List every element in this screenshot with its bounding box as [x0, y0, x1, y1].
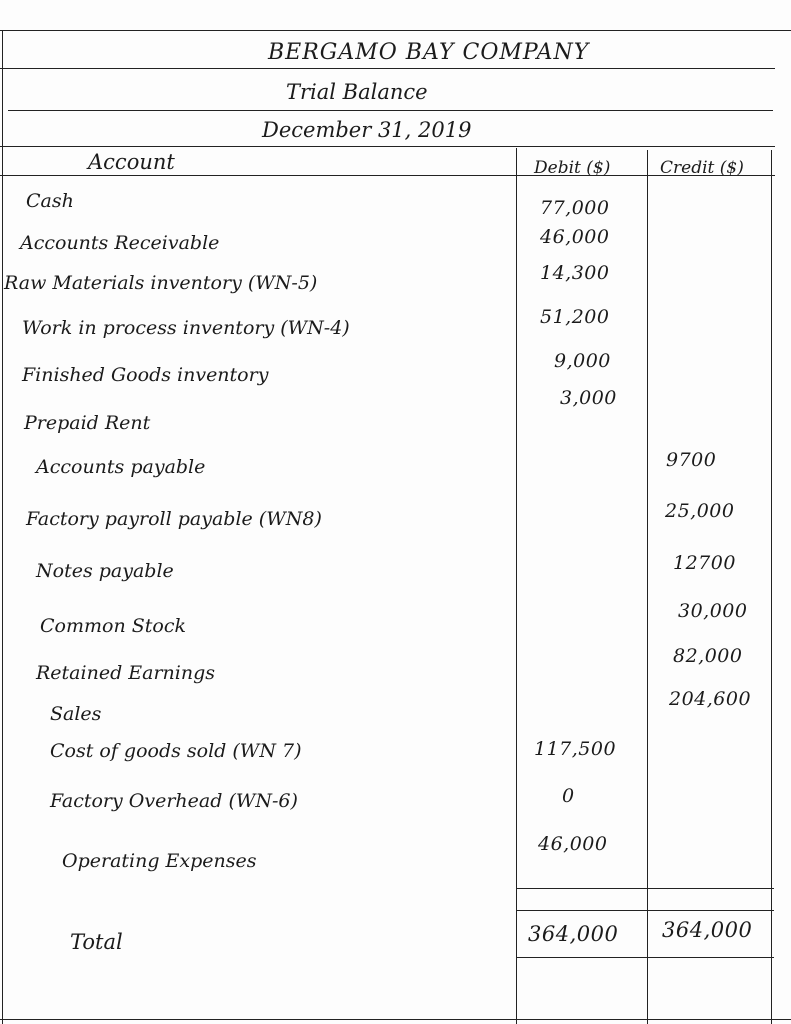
credit-amount: 30,000 — [678, 600, 748, 622]
debit-column-divider — [516, 148, 517, 1024]
account-label: Raw Materials inventory (WN-5) — [4, 272, 318, 294]
debit-amount: 3,000 — [560, 387, 617, 409]
account-label: Factory Overhead (WN-6) — [50, 790, 298, 812]
debit-amount: 51,200 — [540, 306, 610, 328]
statement-title: Trial Balance — [286, 80, 428, 104]
account-label: Cash — [26, 190, 74, 212]
account-label: Operating Expenses — [62, 850, 257, 872]
total-rule-lower — [516, 957, 774, 958]
total-label: Total — [70, 930, 123, 954]
credit-amount: 9700 — [666, 449, 717, 471]
credit-column-divider — [647, 150, 648, 1024]
company-underline — [0, 68, 775, 69]
credit-amount: 204,600 — [669, 688, 752, 710]
account-label: Common Stock — [40, 615, 186, 637]
account-label: Retained Earnings — [36, 662, 216, 684]
total-credit: 364,000 — [662, 918, 753, 942]
account-label: Work in process inventory (WN-4) — [22, 317, 350, 339]
title-underline — [8, 110, 773, 111]
statement-date: December 31, 2019 — [262, 118, 472, 142]
bottom-rule — [0, 1019, 791, 1020]
account-label: Prepaid Rent — [24, 412, 151, 434]
credit-amount: 12700 — [673, 552, 736, 574]
top-rule — [0, 30, 791, 31]
left-border — [2, 30, 3, 1024]
debit-amount: 46,000 — [540, 226, 610, 248]
total-debit: 364,000 — [528, 922, 619, 946]
debit-amount: 117,500 — [534, 738, 617, 760]
company-name: BERGAMO BAY COMPANY — [268, 40, 590, 65]
debit-amount: 14,300 — [540, 262, 610, 284]
debit-amount: 46,000 — [538, 833, 608, 855]
debit-amount: 77,000 — [540, 197, 610, 219]
date-underline — [0, 146, 775, 147]
account-label: Notes payable — [36, 560, 174, 582]
total-rule-upper — [516, 888, 774, 889]
account-column-heading: Account — [88, 150, 175, 174]
credit-amount: 25,000 — [665, 500, 735, 522]
debit-column-heading: Debit ($) — [534, 158, 611, 178]
total-rule-mid — [516, 910, 774, 911]
account-label: Sales — [50, 703, 102, 725]
account-label: Cost of goods sold (WN 7) — [50, 740, 302, 762]
account-label: Finished Goods inventory — [22, 364, 269, 386]
account-label: Accounts payable — [36, 456, 206, 478]
credit-amount: 82,000 — [673, 645, 743, 667]
account-label: Accounts Receivable — [20, 232, 220, 254]
debit-amount: 9,000 — [554, 350, 611, 372]
account-label: Factory payroll payable (WN8) — [26, 508, 322, 530]
debit-amount: 0 — [562, 785, 575, 807]
right-border — [771, 150, 772, 1024]
header-rule — [0, 175, 775, 176]
credit-column-heading: Credit ($) — [660, 158, 744, 178]
